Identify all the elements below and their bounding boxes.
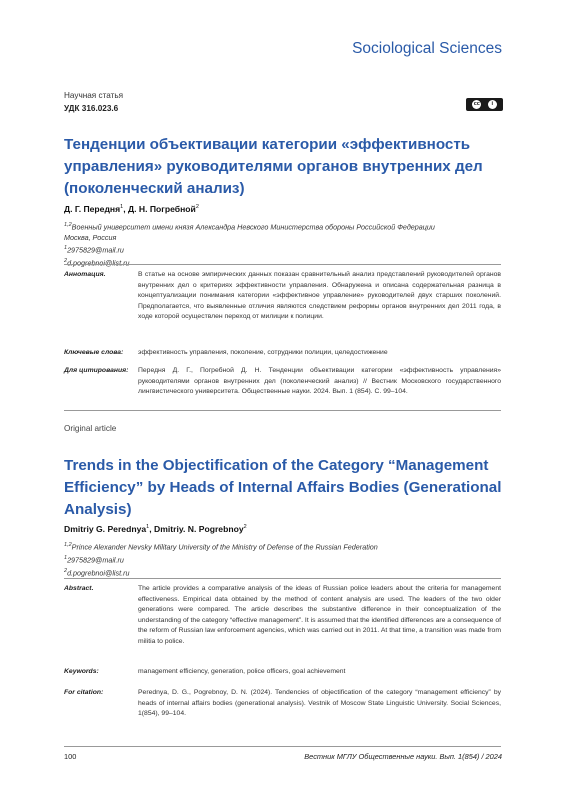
affiliation-text: Prince Alexander Nevsky Military University of the Ministry of Defense of the Russian Federation [71, 542, 378, 552]
affiliation-city: Москва, Россия [64, 232, 117, 242]
cc-by-icon[interactable] [466, 98, 503, 111]
keywords-ru [64, 348, 501, 359]
divider [64, 410, 501, 411]
author-name: Dmitriy G. Perednya [64, 524, 147, 534]
author-email-link[interactable]: d.pogrebnoi@list.ru [67, 258, 130, 268]
citation-label: For citation: [64, 689, 104, 696]
citation-ru [64, 366, 501, 398]
affiliation-en: $^{1,2}$Prince Alexander Nevsky Military University of the Ministry of Defense of the Russian Federation $^1$2975829@mail.ru $^2$d.pogrebnoi@list.ru [64, 542, 378, 578]
citation-text: Perednya, D. G., Pogrebnoy, D. N. (2024). Tendencies of objectification of the category “management efficiency” by heads of internal affairs bodies (generational analysis). Vestnik of Moscow State Linguistic University. Social Sciences, 1(854), 99–104. [138, 689, 501, 717]
affiliation-text: Военный университет имени князя Александра Невского Министерства обороны Российской Федерации [71, 222, 435, 232]
author-email-link[interactable]: 2975829@mail.ru [67, 555, 124, 565]
keywords-label: Keywords: [64, 668, 99, 675]
article-type-en: Original article [64, 424, 117, 433]
divider [64, 578, 501, 579]
author-email-link[interactable]: 2975829@mail.ru [67, 245, 124, 255]
abstract-en [64, 584, 501, 647]
author-name: Д. Н. Погребной [127, 204, 196, 214]
page-number: 100 [64, 752, 77, 761]
keywords-text: management efficiency, generation, police officers, goal achievement [138, 668, 346, 675]
by-person-icon: i [488, 100, 497, 109]
abstract-label: Аннотация. [64, 271, 106, 278]
author-name: Dmitriy. N. Pogrebnoy [154, 524, 244, 534]
citation-en [64, 688, 501, 720]
affiliation-ru: $^{1,2}$Военный университет имени князя Александра Невского Министерства обороны Российской Федерации Москва, Россия $^1$2975829@mail.ru $^2$d.pogrebnoi@list.ru [64, 220, 504, 269]
udc-code: УДК 316.023.6 [64, 104, 119, 113]
keywords-en [64, 667, 501, 678]
abstract-label: Abstract. [64, 585, 94, 592]
article-title-ru: Тенденции объективации категории «эффективность управления» руководителями органов внутренних дел (поколенческий анализ) [64, 136, 483, 197]
divider [64, 264, 501, 265]
abstract-ru [64, 270, 501, 323]
citation-label: Для цитирования: [64, 367, 129, 374]
cc-circle-icon: cc [473, 101, 480, 107]
citation-text: Передня Д. Г., Погребной Д. Н. Тенденции объективации категории «эффективность управления» руководителями органов внутренних дел (поколенческий анализ) // Вестник Московского государственного лингвистического университета. Общественные науки. 2024. Вып. 1 (854). С. 99–104. [138, 367, 501, 395]
author-name: Д. Г. Передня [64, 204, 121, 214]
keywords-label: Ключевые слова: [64, 349, 124, 356]
article-type-ru: Научная статья [64, 91, 124, 100]
abstract-text: В статье на основе эмпирических данных показан сравнительный анализ представлений руководителей органов внутренних дел о критериях эффективности управления. Обнаружена и описана содержательная разница в концептуализации понимания категории «эффективное управление» руководителей двух старших поколений. Предполагается, что выявленные отличия являются следствием реформы органов внутренних дел 2011 года, в ходе которой осуществлен переход от милиции к полиции. [138, 271, 501, 320]
authors-ru: Д. Г. Передня$^1$, Д. Н. Погребной$^2$ [64, 204, 199, 214]
journal-header: Sociological Sciences [352, 40, 502, 57]
authors-en: Dmitriy G. Perednya$^1$, Dmitriy. N. Pogrebnoy$^2$ [64, 524, 247, 534]
footer-journal: Вестник МГЛУ Общественные науки. Вып. 1(854) / 2024 [304, 752, 502, 761]
author-email-link[interactable]: d.pogrebnoi@list.ru [67, 568, 130, 578]
abstract-text: The article provides a comparative analysis of the ideas of Russian police leaders about the criteria for management effectiveness. Empirical data obtained by the method of content analysis are used. The leaders of the two older generations were compared. The article describes the substantive difference in their conceptualization of the understanding of the category “effective management”. It is assumed that the identified differences are a consequence of the reform of Russian law enforcement agencies, which was carried out in 2011. At that time, a transition was made from militia to police. [138, 585, 501, 645]
keywords-text: эффективность управления, поколение, сотрудники полиции, целедостижение [138, 349, 388, 356]
footer-divider [64, 746, 501, 747]
article-title-en: Trends in the Objectification of the Category “Management Efficiency” by Heads of Internal Affairs Bodies (Generational Analysis) [64, 457, 502, 518]
